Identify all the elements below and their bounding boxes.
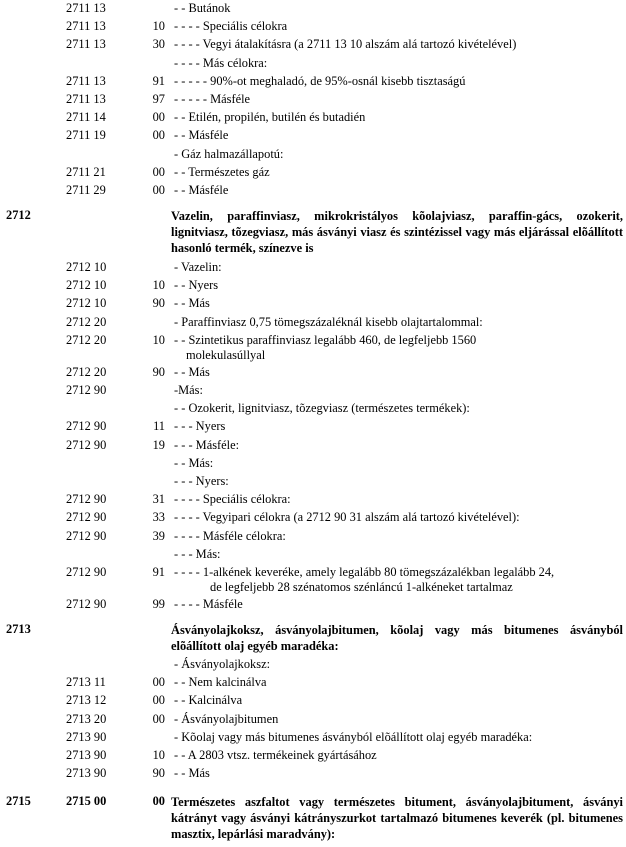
sub-code: 10: [152, 748, 165, 762]
tariff-row: [0, 491, 626, 508]
heading-number: 2712: [6, 208, 31, 222]
description: [174, 675, 620, 690]
cn-code: 2711 21: [66, 164, 106, 179]
description-continuation: molekulasúllyal: [186, 347, 266, 362]
cn-code: 2711 13: [66, 73, 106, 88]
tariff-row: [0, 528, 626, 545]
tariff-row: [0, 711, 626, 728]
heading-description: Természetes aszfaltot vagy természetes bitument, ásványolajbitument, ásványi kátrányt vagy ásványi kátrányszurkot tartalmazó bitumenes keverék (pl. bitumenes masztix, lepárlási maradvány):: [171, 795, 623, 841]
description: [174, 712, 620, 727]
cn-code: 2711 13: [66, 37, 106, 52]
cn-code: 2713 11: [66, 675, 106, 690]
sub-code: 33: [152, 510, 165, 525]
description-line: - - - Másféle:: [174, 437, 240, 452]
cn-code: 2711 13: [66, 19, 106, 34]
description: [174, 529, 620, 544]
sub-code: 00: [152, 110, 165, 125]
description-line: - - - - Másféle: [174, 597, 243, 611]
sub-code: 00: [152, 675, 165, 690]
description-line: - - - - Másféle célokra:: [174, 528, 286, 543]
sub-code: 00: [152, 128, 165, 143]
tariff-row: [0, 546, 626, 563]
description-line: - - - - - 90%-ot meghaladó, de 95%-osnál kisebb tisztaságú: [174, 73, 466, 88]
sub-code: 10: [152, 19, 165, 34]
description-line: - Ásványolajkoksz:: [174, 657, 271, 671]
tariff-row: [0, 364, 626, 381]
description-line: - - Kalcinálva: [174, 693, 243, 708]
cn-code: 2712 90: [66, 437, 107, 452]
sub-code: 31: [152, 492, 165, 507]
sub-code: 00: [152, 794, 165, 808]
description: [174, 730, 620, 745]
sub-code: 00: [152, 693, 165, 708]
sub-code: 90: [152, 296, 165, 311]
cn-code: 2712 20: [66, 332, 107, 347]
tariff-row: [0, 295, 626, 312]
tariff-row: [0, 314, 626, 331]
description: [174, 657, 620, 672]
description: [174, 110, 620, 125]
cn-code: 2711 13: [66, 92, 106, 106]
description-line: - - Más: [174, 296, 210, 311]
description-line: - Gáz halmazállapotú:: [174, 146, 284, 161]
description-continuation: de legfeljebb 28 szénatomos szénláncú 1-alkéneket tartalmaz: [210, 580, 513, 594]
sub-code: 10: [152, 332, 165, 347]
tariff-row: [0, 674, 626, 691]
heading-2715: [0, 794, 626, 842]
description: [174, 128, 620, 143]
tariff-row: [0, 127, 626, 144]
sub-code: 19: [152, 437, 165, 452]
description: [174, 492, 620, 507]
cn-code: 2712 90: [66, 597, 107, 611]
description-line: - - Más: [174, 766, 210, 781]
description-line: - - Más:: [174, 455, 214, 470]
description-line: - - Más: [174, 364, 210, 379]
description-line: - - Nem kalcinálva: [174, 675, 267, 690]
tariff-row: [0, 509, 626, 526]
sub-code: 91: [152, 565, 165, 579]
tariff-row: [0, 564, 626, 596]
description: [174, 296, 620, 311]
heading-description: Ásványolajkoksz, ásványolajbitumen, kõolaj vagy más bitumenes ásványból elõállított olaj egyéb maradéka:: [171, 623, 623, 653]
description-line: - Paraffinviasz 0,75 tömegszázaléknál kisebb olajtartalommal:: [174, 314, 483, 329]
cn-code: 2713 90: [66, 766, 107, 781]
sub-code: 00: [152, 183, 165, 197]
description-line: -Más:: [174, 383, 203, 397]
tariff-row: [0, 692, 626, 709]
heading-number: 2713: [6, 622, 31, 636]
sub-code: 10: [152, 278, 165, 293]
description: [174, 315, 620, 330]
tariff-row: [0, 596, 626, 613]
tariff-row: [0, 277, 626, 294]
tariff-row: [0, 18, 626, 35]
sub-code: 39: [152, 528, 165, 543]
description-line: - - Etilén, propilén, butilén és butadién: [174, 110, 366, 125]
tariff-row: [0, 765, 626, 782]
sub-code: 00: [152, 711, 165, 726]
description: [174, 74, 620, 89]
tariff-row: [0, 259, 626, 276]
description-line: - - - - Vegyipari célokra (a 2712 90 31 alszám alá tartozó kivételével):: [174, 510, 520, 525]
cn-code: 2713 20: [66, 711, 107, 726]
cn-code: 2712 90: [66, 419, 107, 434]
tariff-row: [0, 747, 626, 764]
description-line: - - - - Speciális célokra:: [174, 492, 291, 507]
sub-code: 90: [152, 766, 165, 781]
sub-code: 11: [153, 419, 165, 434]
description-line: - Vazelin:: [174, 260, 222, 274]
description-line: - - Ozokerit, lignitviasz, tõzegviasz (természetes termékek):: [174, 401, 470, 416]
sub-code: 90: [152, 364, 165, 379]
cn-code: 2712 20: [66, 314, 107, 329]
description: [174, 333, 620, 363]
cn-code: 2712 10: [66, 278, 107, 293]
tariff-row: [0, 182, 626, 199]
tariff-row: [0, 418, 626, 435]
tariff-row: [0, 164, 626, 181]
description-line: - - Butánok: [174, 1, 231, 15]
cn-code: 2713 90: [66, 729, 107, 744]
cn-code: 2712 90: [66, 510, 107, 525]
description: [174, 510, 620, 525]
cn-code: 2711 29: [66, 183, 106, 197]
cn-code: 2713 12: [66, 693, 107, 708]
description-line: - - - Nyers:: [174, 474, 229, 488]
description-line: - - - - Vegyi átalakításra (a 2711 13 10 alszám alá tartozó kivételével): [174, 37, 517, 52]
tariff-row: [0, 437, 626, 454]
description-line: - - - - - Másféle: [174, 92, 251, 106]
description: [174, 19, 620, 34]
cn-code: 2712 90: [66, 565, 107, 579]
tariff-row: [0, 455, 626, 472]
description-line: - Ásványolajbitumen: [174, 711, 279, 726]
cn-code: 2715 00: [66, 794, 107, 808]
description: [174, 474, 620, 489]
heading-2712: [0, 208, 626, 256]
cn-code: 2712 10: [66, 260, 107, 274]
tariff-row: [0, 146, 626, 163]
description: [174, 278, 620, 293]
sub-code: 00: [152, 164, 165, 179]
description: [174, 1, 620, 16]
description: [174, 147, 620, 162]
tariff-row: [0, 91, 626, 108]
heading-2713: [0, 622, 626, 654]
description: [174, 438, 620, 453]
description-line: - - - Nyers: [174, 419, 226, 434]
description: [174, 383, 620, 398]
tariff-row: [0, 109, 626, 126]
description-line: - - - - 1-alkének keveréke, amely legalább 80 tömegszázalékban legalább 24,: [174, 565, 555, 579]
description-line: - - Másféle: [174, 128, 229, 143]
description: [174, 456, 620, 471]
description: [174, 183, 620, 198]
description-line: - - Szintetikus paraffinviasz legalább 460, de legfeljebb 1560: [174, 332, 477, 347]
sub-code: 99: [152, 597, 165, 611]
tariff-row: [0, 729, 626, 746]
cn-code: 2712 90: [66, 492, 107, 507]
description-line: - - A 2803 vtsz. termékeinek gyártásához: [174, 748, 377, 762]
tariff-row: [0, 0, 626, 17]
cn-code: 2713 90: [66, 748, 107, 762]
cn-code: 2711 13: [66, 1, 106, 15]
tariff-row: [0, 332, 626, 364]
description-line: - - Másféle: [174, 183, 229, 197]
description: [174, 92, 620, 107]
description-line: - - - - Más célokra:: [174, 55, 268, 70]
cn-code: 2712 90: [66, 528, 107, 543]
description: [174, 565, 620, 595]
cn-code: 2712 10: [66, 296, 107, 311]
sub-code: 91: [152, 73, 165, 88]
tariff-row: [0, 36, 626, 53]
tariff-row: [0, 73, 626, 90]
sub-code: 97: [152, 92, 165, 106]
cn-code: 2712 20: [66, 364, 107, 379]
description-line: - - Nyers: [174, 278, 219, 293]
tariff-row: [0, 400, 626, 417]
cn-code: 2712 90: [66, 383, 107, 397]
cn-code: 2711 14: [66, 110, 106, 125]
description: [174, 766, 620, 781]
description-line: - - Természetes gáz: [174, 164, 270, 179]
tariff-row: [0, 55, 626, 72]
description: [174, 748, 620, 763]
cn-code: 2711 19: [66, 128, 106, 143]
description: [174, 365, 620, 380]
sub-code: 30: [152, 37, 165, 52]
description: [174, 260, 620, 275]
tariff-row: [0, 473, 626, 490]
heading-description: Vazelin, paraffinviasz, mikrokristályos kõolajviasz, paraffin-gács, ozokerit, lignitviasz, tõzegviasz, más ásványi viasz és szintézissel vagy más eljárással elõállított hasonló termék, színezve is: [171, 209, 623, 255]
tariff-row: [0, 382, 626, 399]
description: [174, 401, 620, 416]
heading-number: 2715: [6, 794, 31, 808]
description: [174, 547, 620, 562]
description: [174, 597, 620, 612]
tariff-row: [0, 656, 626, 673]
description-line: - - - - Speciális célokra: [174, 19, 288, 34]
description: [174, 56, 620, 71]
description-line: - Kõolaj vagy más bitumenes ásványból elõállított olaj egyéb maradéka:: [174, 729, 533, 744]
description: [174, 693, 620, 708]
description: [174, 419, 620, 434]
description-line: - - - Más:: [174, 546, 221, 561]
description: [174, 165, 620, 180]
description: [174, 37, 620, 52]
